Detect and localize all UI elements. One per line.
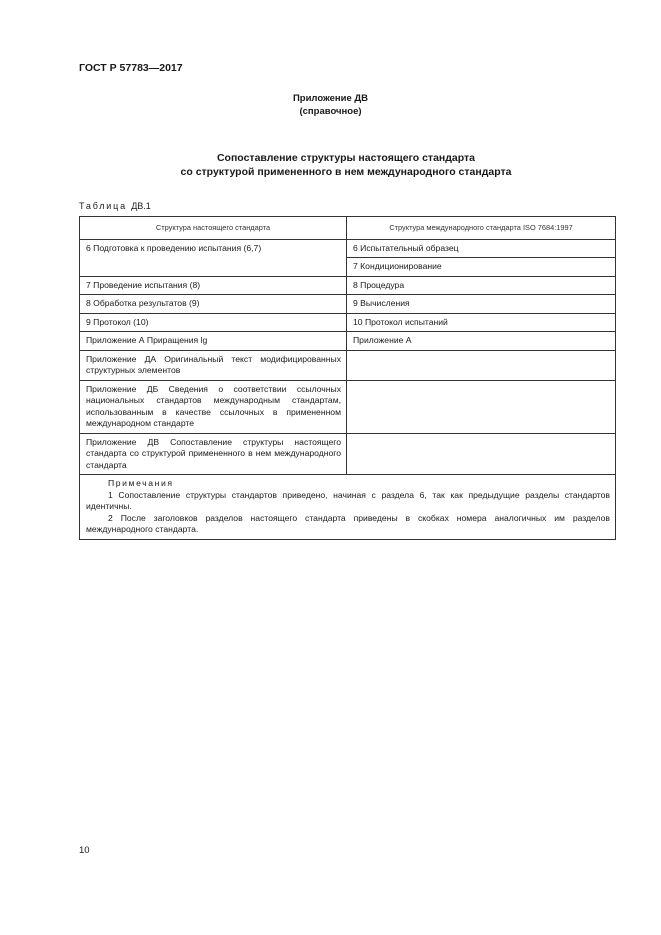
table-row bbox=[80, 239, 616, 258]
notes-title: Примечания bbox=[108, 478, 174, 488]
row-2-right: 8 Процедура bbox=[347, 276, 616, 295]
row-5-left: Приложение А Приращения lg bbox=[80, 332, 347, 351]
table-caption bbox=[79, 201, 151, 211]
header-cell-international: Структура международного стандарта ISO 7684:1997 bbox=[347, 217, 616, 240]
row-4-left: 9 Протокол (10) bbox=[80, 313, 347, 332]
table-caption-prefix: Таблица bbox=[79, 201, 127, 211]
table-row bbox=[80, 295, 616, 314]
row-6-left: Приложение ДА Оригинальный текст модифицированных структурных элементов bbox=[80, 350, 347, 380]
row-7-right bbox=[347, 380, 616, 433]
appendix-title: Приложение ДВ bbox=[292, 93, 369, 104]
table-row bbox=[80, 313, 616, 332]
row-3-left: 8 Обработка результатов (9) bbox=[80, 295, 347, 314]
table-caption-number: ДВ.1 bbox=[131, 201, 151, 211]
table-row bbox=[80, 380, 616, 433]
table-header-row bbox=[80, 217, 616, 240]
note-1: 1 Сопоставление структуры стандартов приведено, начиная с раздела 6, так как предыдущие разделы стандартов идентичны. bbox=[86, 489, 610, 511]
row-6-right bbox=[347, 350, 616, 380]
notes-row bbox=[80, 475, 616, 540]
row-1-right: 6 Испытательный образец bbox=[347, 239, 616, 258]
page-number: 10 bbox=[79, 845, 90, 856]
row-2-left: 7 Проведение испытания (8) bbox=[80, 276, 347, 295]
row-4-right: 10 Протокол испытаний bbox=[347, 313, 616, 332]
row-5-right: Приложение А bbox=[347, 332, 616, 351]
note-2: 2 После заголовков разделов настоящего стандарта приведены в скобках номера аналогичных им разделов международного стандарта. bbox=[86, 512, 610, 534]
header-cell-national: Структура настоящего стандарта bbox=[80, 217, 347, 240]
table-row bbox=[80, 332, 616, 351]
row-7-left: Приложение ДБ Сведения о соответствии ссылочных национальных стандартов международным стандартам, использованным в качестве ссылочных в примененном международном стандарте bbox=[80, 380, 347, 433]
appendix-subtitle: (справочное) bbox=[299, 106, 362, 117]
row-8-right bbox=[347, 433, 616, 475]
table-row bbox=[80, 276, 616, 295]
row-8-left: Приложение ДВ Сопоставление структуры настоящего стандарта со структурой примененного в нем международного стандарта bbox=[80, 433, 347, 475]
section-title-line-2: со структурой примененного в нем международного стандарта bbox=[180, 166, 512, 178]
section-title bbox=[90, 151, 602, 179]
table-row bbox=[80, 433, 616, 475]
structure-comparison-table bbox=[79, 216, 616, 540]
row-3-right: 9 Вычисления bbox=[347, 295, 616, 314]
document-code: ГОСТ Р 57783—2017 bbox=[79, 62, 183, 74]
notes-cell bbox=[80, 475, 616, 540]
section-title-line-1: Сопоставление структуры настоящего стандарта bbox=[216, 152, 476, 164]
row-1-right-2: 7 Кондиционирование bbox=[347, 258, 616, 277]
row-1-left: 6 Подготовка к проведению испытания (6,7) bbox=[80, 239, 347, 276]
table-row bbox=[80, 350, 616, 380]
appendix-heading bbox=[0, 92, 661, 118]
